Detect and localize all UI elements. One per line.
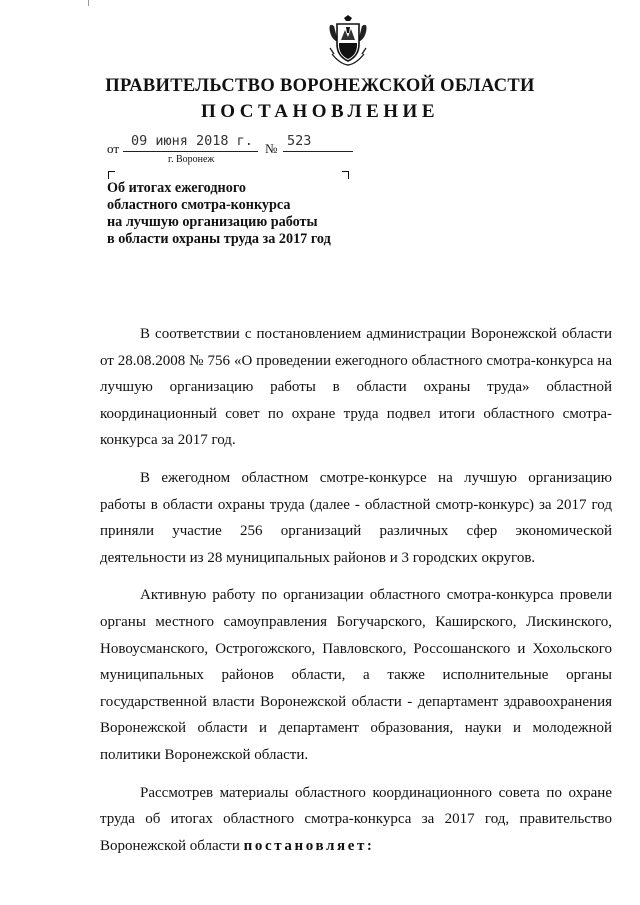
paragraph-text: Рассмотрев материалы областного координационного совета по охране труда об итогах областного смотра-конкурса за 2017 год, правительство Воронежской области: [100, 784, 612, 854]
document-subject: [107, 180, 331, 248]
city-label: г. Воронеж: [168, 154, 215, 165]
paragraph: [100, 780, 612, 860]
decree-word: постановляет:: [243, 837, 375, 854]
date-underline: [123, 151, 258, 152]
corner-mark-left: [108, 171, 115, 179]
date-value: 09 июня 2018 г.: [131, 133, 253, 149]
document-type: ПОСТАНОВЛЕНИЕ: [200, 101, 440, 122]
scan-artifact: [88, 0, 89, 6]
number-prefix: №: [265, 141, 278, 156]
subject-line: на лучшую организацию работы: [107, 214, 318, 230]
government-title: ПРАВИТЕЛЬСТВО ВОРОНЕЖСКОЙ ОБЛАСТИ: [105, 76, 535, 96]
number-value: 523: [287, 133, 312, 149]
paragraph: Активную работу по организации областного смотра-конкурса провели органы местного самоуправления Богучарского, Каширского, Лискинского, Новоусманского, Острогожского, Павловского, Россошанского и Хохольского муниципальных районов области, а также исполнительные органы государственной власти Воронежской области - департамент здравоохранения Воронежской области и департамент образования, науки и молодежной политики Воронежской области.: [100, 587, 612, 763]
paragraph: В соответствии с постановлением администрации Воронежской области от 28.08.2008 № 756 «О проведении ежегодного областного смотра-конкурса на лучшую организацию работы в области охраны труда» областной координационный совет по охране труда подвел итоги областного смотра-конкурса за 2017 год.: [100, 326, 612, 449]
paragraph: В ежегодном областном смотре-конкурсе на лучшую организацию работы в области охраны труда (далее - областной смотр-конкурс) за 2017 год приняли участие 256 организаций различных сфер экономической деятельности из 28 муниципальных районов и 3 городских округов.: [100, 469, 612, 566]
coat-of-arms-icon: [324, 14, 372, 66]
subject-line: в области охраны труда за 2017 год: [107, 231, 331, 247]
date-prefix: от: [107, 141, 120, 156]
subject-line: Об итогах ежегодного: [107, 180, 246, 196]
document-body: [100, 321, 612, 870]
number-underline: [283, 151, 353, 152]
subject-line: областного смотра-конкурса: [107, 197, 291, 213]
corner-mark-right: [342, 171, 349, 179]
